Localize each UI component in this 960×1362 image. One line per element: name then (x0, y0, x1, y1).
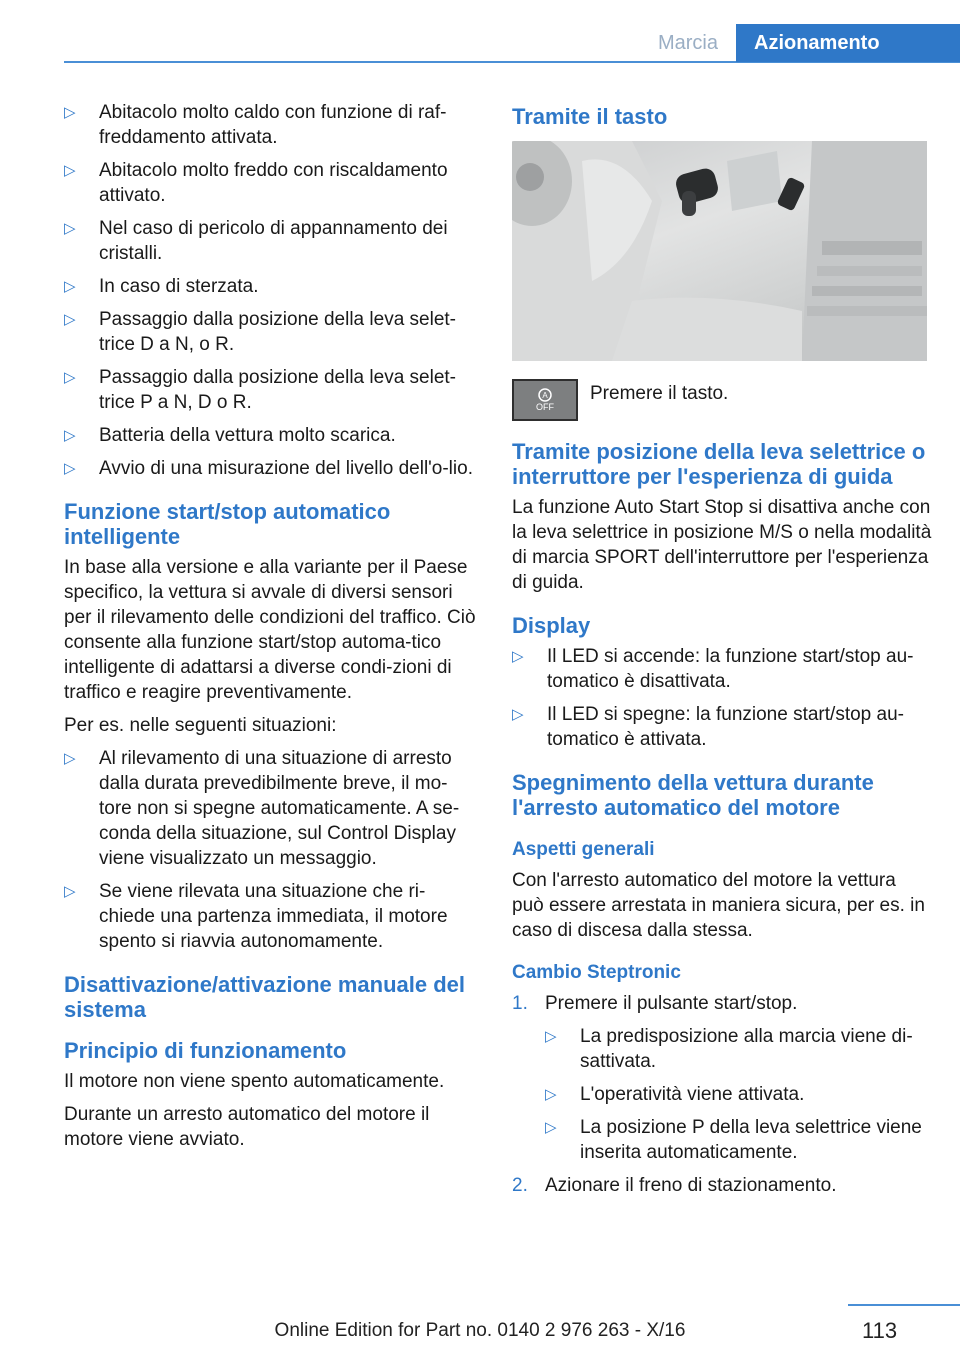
heading-spegnimento: Spegnimento della vettura durante l'arresto automatico del motore (512, 770, 874, 820)
step-number: 2. (512, 1175, 528, 1196)
footer-rule (848, 1304, 960, 1306)
list-item: ▷ Al rilevamento di una situazione di arresto dalla durata prevedibilmente breve, il mo-tore non si spegne automaticamente. A se-conda della situazione, sul Control Display viene visualizzato un messaggio. (64, 748, 460, 869)
triangle-right-icon: ▷ (64, 883, 76, 900)
list-item: ▷ Abitacolo molto caldo con funzione di raf-freddamento attivata. (64, 102, 447, 148)
triangle-right-icon: ▷ (545, 1028, 557, 1045)
list-item: ▷ Il LED si accende: la funzione start/stop au-tomatico è disattivata. (512, 646, 914, 692)
paragraph-principio-2: Durante un arresto automatico del motore il motore viene avviato. (64, 1104, 430, 1150)
list-item: ▷ Batteria della vettura molto scarica. (64, 425, 396, 446)
list-item: ▷ Passaggio dalla posizione della leva selet-trice P a N, D o R. (64, 367, 457, 413)
auto-icon-graphic (536, 388, 554, 402)
triangle-right-icon: ▷ (64, 427, 76, 444)
heading-disattivazione: Disattivazione/attivazione manuale del sistema (64, 972, 466, 1022)
triangle-right-icon: ▷ (64, 311, 76, 328)
heading-cambio: Cambio Steptronic (512, 962, 681, 983)
footer-edition: Online Edition for Part no. 0140 2 976 263 - X/16 (274, 1320, 686, 1341)
paragraph-aspetti: Con l'arresto automatico del motore la vettura può essere arrestata in maniera sicura, per es. in caso di discesa dalla stessa. (512, 870, 925, 941)
list-item: ▷ La predisposizione alla marcia viene di-sattivata. (545, 1026, 913, 1072)
step-item: 1. Premere il pulsante start/stop. (512, 993, 798, 1014)
page-number: 113 (862, 1318, 898, 1343)
list-item: ▷ Avvio di una misurazione del livello dell'o-lio. (64, 458, 473, 479)
tab-azionamento[interactable]: Azionamento (736, 24, 960, 62)
triangle-right-icon: ▷ (512, 648, 524, 665)
heading-aspetti: Aspetti generali (512, 839, 655, 860)
list-item: ▷ In caso di sterzata. (64, 276, 259, 297)
cockpit-illustration (512, 141, 927, 361)
triangle-right-icon: ▷ (64, 220, 76, 237)
list-item: ▷ Se viene rilevata una situazione che ri-chiede una partenza immediata, il motore spento si riavvia autonomamente. (64, 881, 448, 952)
button-row (512, 379, 932, 421)
paragraph-intelligente: In base alla versione e alla variante per il Paese specifico, la vettura si avvale di diversi sensori per il rilevamento delle condizioni del traffico. Ciò consente alla funzione start/stop automa-tico intelligente di adattarsi a diverse condi-zioni di traffico e reagire preventivamente. (64, 557, 476, 703)
triangle-right-icon: ▷ (64, 750, 76, 767)
triangle-right-icon: ▷ (64, 162, 76, 179)
heading-tasto: Tramite il tasto (512, 104, 668, 129)
triangle-right-icon: ▷ (64, 104, 76, 121)
paragraph-principio-1: Il motore non viene spento automaticamente. (64, 1071, 445, 1092)
paragraph-premere: Premere il tasto. (590, 383, 729, 404)
auto-start-stop-off-icon: A OFF (512, 379, 578, 421)
triangle-right-icon: ▷ (545, 1119, 557, 1136)
step-item: 2. Azionare il freno di stazionamento. (512, 1175, 837, 1196)
paragraph-esempio: Per es. nelle seguenti situazioni: (64, 715, 337, 736)
step-number: 1. (512, 993, 528, 1014)
left-column (64, 100, 480, 1160)
heading-leva: Tramite posizione della leva selettrice o interruttore per l'esperienza di guida (512, 439, 926, 489)
tab-marcia[interactable]: Marcia (657, 32, 718, 54)
list-item: ▷ L'operatività viene attivata. (545, 1084, 805, 1105)
bullet-list (64, 100, 480, 481)
triangle-right-icon: ▷ (545, 1086, 557, 1103)
heading-intelligente: Funzione start/stop automatico intelligente (64, 499, 391, 549)
list-item: ▷ Il LED si spegne: la funzione start/stop au-tomatico è attivata. (512, 704, 904, 750)
right-column (512, 100, 932, 1206)
list-item: ▷ Nel caso di pericolo di appannamento dei cristalli. (64, 218, 448, 264)
triangle-right-icon: ▷ (64, 369, 76, 386)
paragraph-leva: La funzione Auto Start Stop si disattiva anche con la leva selettrice in posizione M/S o nella modalità di marcia SPORT dell'interruttore per l'esperienza di guida. (512, 497, 932, 593)
svg-text:A: A (542, 391, 548, 400)
heading-principio: Principio di funzionamento (64, 1038, 347, 1063)
list-item: ▷ Passaggio dalla posizione della leva selet-trice D a N, o R. (64, 309, 457, 355)
list-item: ▷ La posizione P della leva selettrice viene inserita automaticamente. (545, 1117, 922, 1163)
triangle-right-icon: ▷ (64, 460, 76, 477)
list-item: ▷ Abitacolo molto freddo con riscaldamento attivato. (64, 160, 448, 206)
cockpit-photo (512, 141, 927, 361)
triangle-right-icon: ▷ (512, 706, 524, 723)
triangle-right-icon: ▷ (64, 278, 76, 295)
heading-display: Display (512, 613, 591, 638)
